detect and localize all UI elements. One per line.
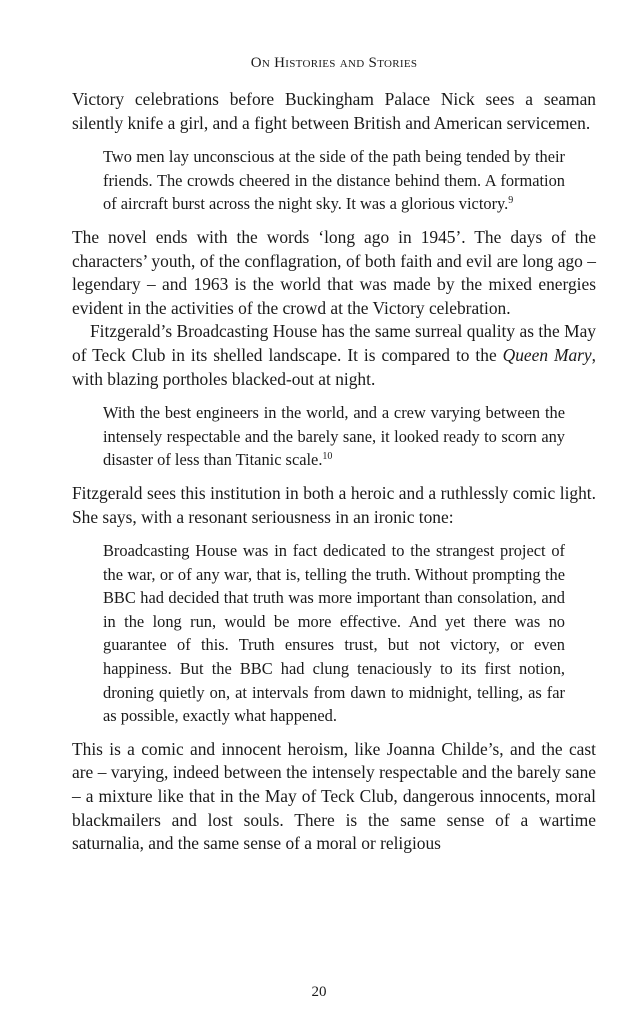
text-segment: , with blazing portholes blacked-out at night. xyxy=(72,344,597,389)
paragraph-heroic-comic: Fitzgerald sees this institution in both a heroic and a ruthlessly comic light. She says, with a resonant seriousness in an ironic tone: xyxy=(72,482,596,527)
quote-text: With the best engineers in the world, and a crew varying between the intensely respectable and the barely sane, it looked ready to scorn any disaster of less than Titanic scale. xyxy=(103,403,565,470)
text-segment: Fitzgerald’s Broadcasting House has the same surreal quality as the May of Teck Club in its shelled landscape. It is compared to the xyxy=(72,321,596,365)
paragraph-comic-heroism: This is a comic and innocent heroism, like Joanna Childe’s, and the cast are – varying, indeed between the intensely respectable and the barely sane – a mixture like that in the May of Teck Club, dangerous innocents, moral blackmailers and lost souls. There is the same sense of a wartime saturnalia, and the same sense of a moral or religious xyxy=(72,738,596,854)
ship-name-italic: Queen Mary xyxy=(502,344,592,365)
footnote-marker: 9 xyxy=(508,195,514,207)
page-number: 20 xyxy=(311,984,327,1000)
running-head: On Histories and Stories xyxy=(250,55,418,71)
quote-text: Two men lay unconscious at the side of the path being tended by their friends. The crowds cheered in the distance behind them. A formation of aircraft burst across the night sky. It was a glorious victory. xyxy=(103,147,565,214)
book-page xyxy=(72,52,596,856)
block-quote-engineers xyxy=(103,401,565,472)
block-quote-glorious-victory xyxy=(103,145,565,216)
footnote-marker: 10 xyxy=(322,451,333,463)
paragraph-broadcasting-house xyxy=(72,320,596,391)
block-quote-telling-truth: Broadcasting House was in fact dedicated to the strangest project of the war, or of any war, that is, telling the truth. Without prompting the BBC had decided that truth was more important than consolation, and in the long run, would be more effective. And yet there was no guarantee of this. Truth ensures trust, but not victory, or even happiness. But the BBC had clung tenaciously to its first notion, droning quietly on, at intervals from dawn to midnight, telling, as far as possible, exactly what happened. xyxy=(103,541,565,726)
paragraph-victory-celebrations: Victory celebrations before Buckingham Palace Nick sees a seaman silently knife a girl, and a fight between British and American servicemen. xyxy=(72,89,596,133)
paragraph-novel-ending: The novel ends with the words ‘long ago in 1945’. The days of the characters’ youth, of the conflagration, of both faith and evil are long ago – legendary – and 1963 is the world that was made by the mixed energies evident in the activities of the crowd at the Victory celebration. xyxy=(72,226,596,318)
